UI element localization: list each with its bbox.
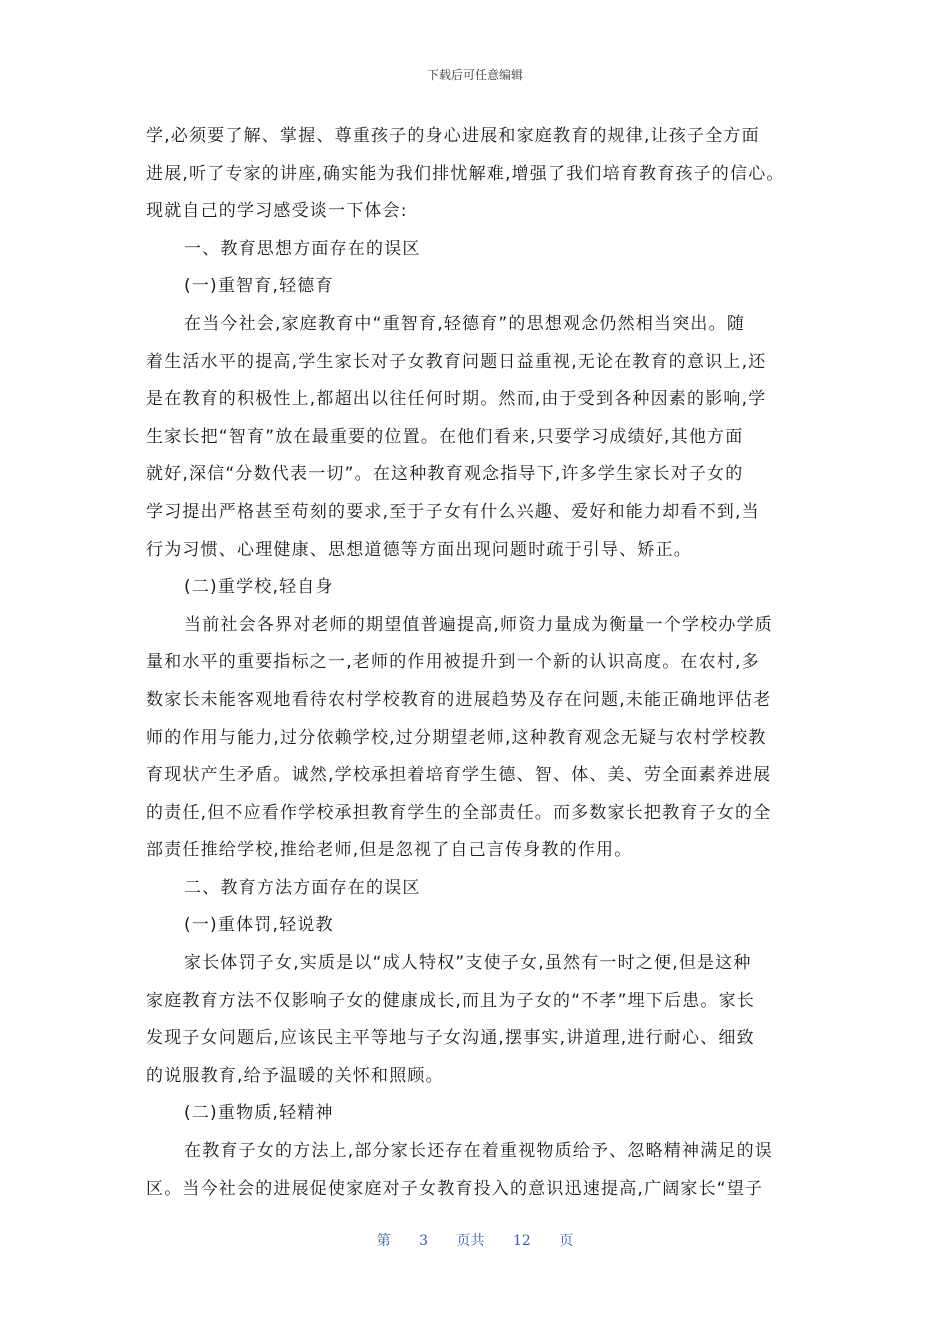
footer-current-page: 3 — [419, 1233, 429, 1249]
text-line: 生家长把“智育”放在最重要的位置。在他们看来,只要学习成绩好,其他方面 — [146, 426, 744, 447]
page-footer — [0, 1230, 950, 1250]
text-line: 学,必须要了解、掌握、尊重孩子的身心进展和家庭教育的规律,让孩子全方面 — [146, 126, 760, 146]
text-line: 在当今社会,家庭教育中“重智育,轻德育”的思想观念仍然相当突出。随 — [184, 313, 746, 334]
text-line: 学习提出严格甚至苟刻的要求,至于子女有什么兴趣、爱好和能力却看不到,当 — [146, 501, 760, 522]
text-line: 部责任推给学校,推给老师,但是忽视了自己言传身教的作用。 — [146, 840, 633, 861]
text-line: 行为习惯、心理健康、思想道德等方面出现问题时疏于引导、矫正。 — [146, 539, 692, 560]
text-line: 家庭教育方法不仅影响子女的健康成长,而且为子女的“不孝”埋下后患。家长 — [146, 990, 756, 1011]
text-line: 进展,听了专家的讲座,确实能为我们排忧解难,增强了我们培育教育孩子的信心。 — [146, 163, 785, 184]
footer-label-ye: 页 — [559, 1233, 574, 1249]
text-line: 一、教育思想方面存在的误区 — [184, 238, 421, 259]
footer-label-di: 第 — [376, 1233, 391, 1249]
footer-label-ye-gong: 页共 — [456, 1233, 485, 1249]
text-line: 育现状产生矛盾。诚然,学校承担着培育学生德、智、体、美、劳全面素养进展 — [146, 765, 772, 786]
text-line: 数家长未能客观地看待农村学校教育的进展趋势及存在问题,未能正确地评估老 — [146, 689, 772, 710]
footer-total-pages: 12 — [513, 1233, 531, 1249]
text-line: 师的作用与能力,过分依赖学校,过分期望老师,这种教育观念无疑与农村学校教 — [146, 727, 767, 748]
text-line: 在教育子女的方法上,部分家长还存在着重视物质给予、忽略精神满足的误 — [184, 1141, 774, 1162]
text-line: (二)重学校,轻自身 — [184, 577, 334, 598]
text-line: 发现子女问题后,应该民主平等地与子女沟通,摆事实,讲道理,进行耐心、细致 — [146, 1028, 755, 1049]
text-line: 量和水平的重要指标之一,老师的作用被提升到一个新的认识高度。在农村,多 — [146, 652, 760, 673]
text-line: (二)重物质,轻精神 — [184, 1103, 334, 1124]
text-line: 当前社会各界对老师的期望值普遍提高,师资力量成为衡量一个学校办学质 — [184, 614, 774, 635]
text-line: 是在教育的积极性上,都超出以往任何时期。然而,由于受到各种因素的影响,学 — [146, 389, 767, 410]
text-line: 的说服教育,给予温暖的关怀和照顾。 — [146, 1065, 444, 1086]
page-header: 下载后可任意编辑 — [426, 68, 523, 82]
document-body — [146, 118, 826, 1208]
text-line: (一)重体罚,轻说教 — [184, 915, 334, 936]
text-line: (一)重智育,轻德育 — [184, 276, 334, 297]
text-line: 着生活水平的提高,学生家长对子女教育问题日益重视,无论在教育的意识上,还 — [146, 351, 767, 372]
text-line: 区。当今社会的进展促使家庭对子女教育投入的意识迅速提高,广阔家长“望子 — [146, 1178, 764, 1199]
text-line: 家长体罚子女,实质是以“成人特权”支使子女,虽然有一时之便,但是这种 — [184, 953, 752, 974]
text-line: 的责任,但不应看作学校承担教育学生的全部责任。而多数家长把教育子女的全 — [146, 802, 772, 823]
text-line: 二、教育方法方面存在的误区 — [184, 877, 421, 898]
text-line: 就好,深信“分数代表一切”。在这种教育观念指导下,许多学生家长对子女的 — [146, 464, 744, 485]
text-line: 现就自己的学习感受谈一下体会: — [146, 201, 408, 222]
